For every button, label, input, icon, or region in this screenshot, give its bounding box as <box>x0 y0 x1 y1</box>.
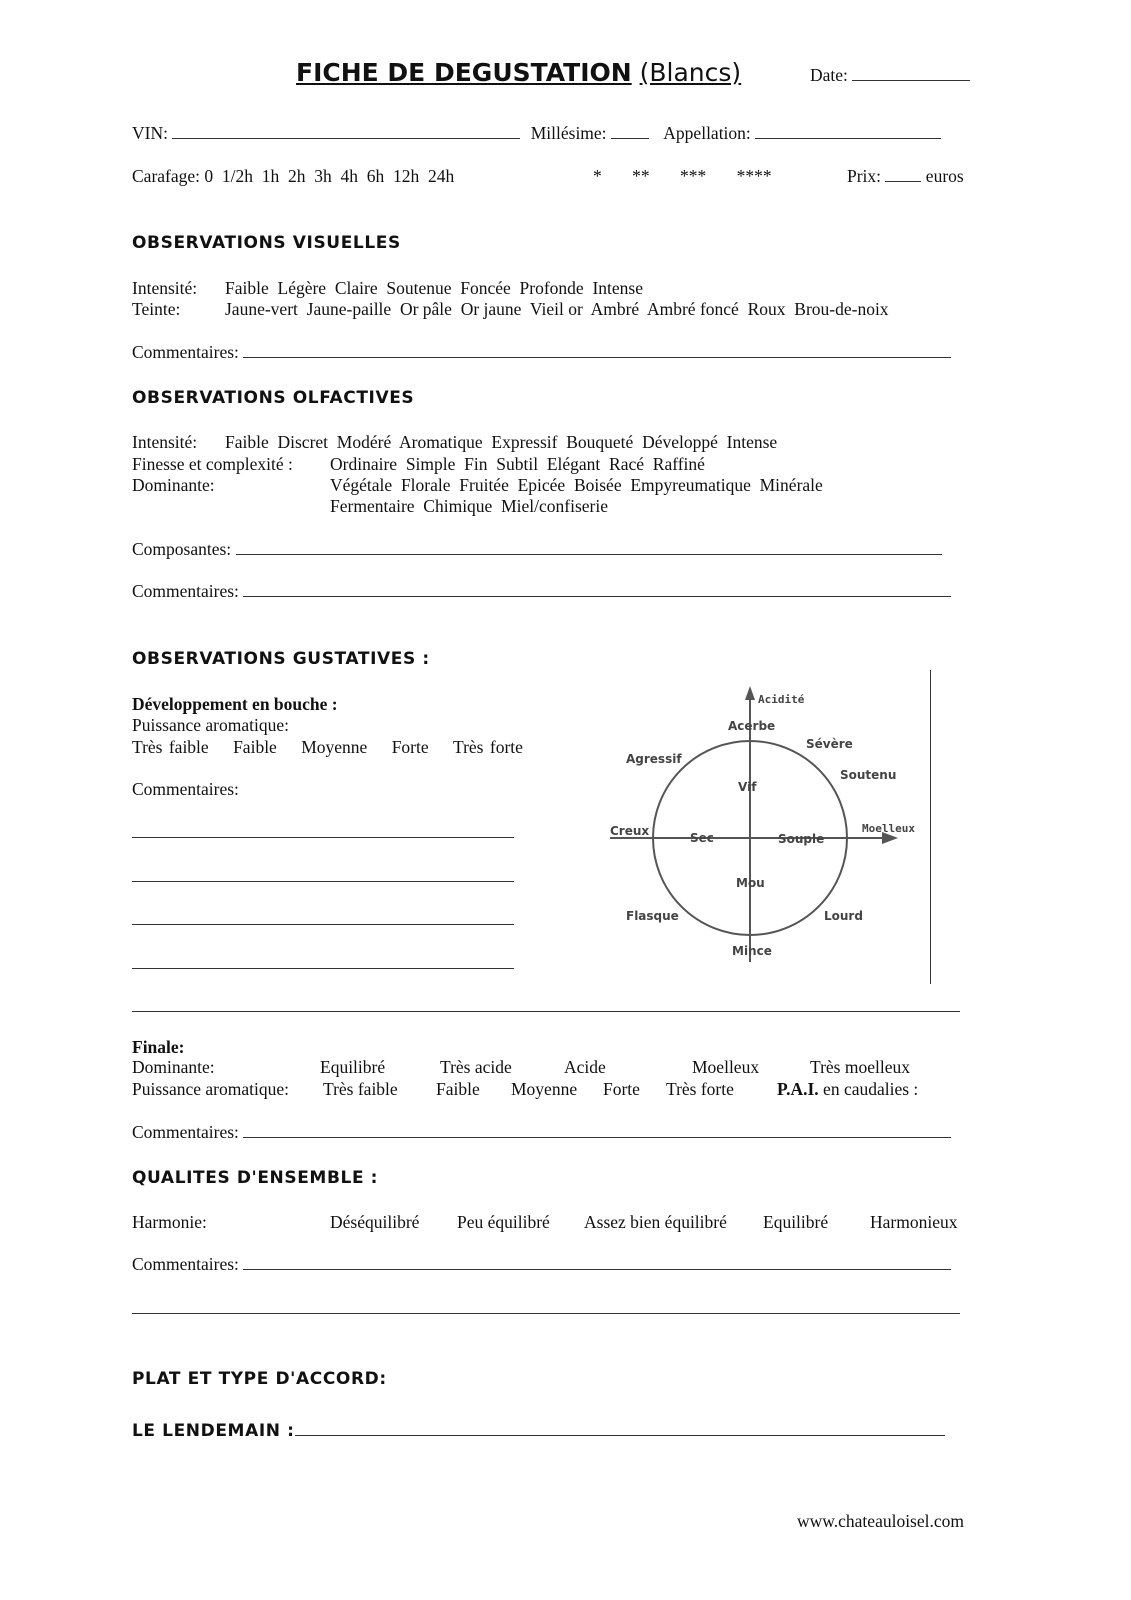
olfactives-intensite-options <box>225 432 777 453</box>
olfactives-dominante-options-1 <box>330 475 823 496</box>
visuelles-intensite-options <box>225 278 643 299</box>
label-mou: Mou <box>736 876 765 890</box>
option[interactable]: Vieil or <box>529 299 583 319</box>
commentaires-label: Commentaires: <box>132 1254 239 1274</box>
taste-diagram <box>580 672 940 982</box>
prix-label: Prix: <box>847 166 882 186</box>
option[interactable]: Bouqueté <box>566 432 634 452</box>
gustatives-commentaires-label: Commentaires: <box>132 779 239 799</box>
option[interactable]: Légère <box>277 278 327 298</box>
millesime-label: Millésime: <box>530 123 607 143</box>
prix-input[interactable] <box>885 167 921 182</box>
vin-input[interactable] <box>172 124 520 139</box>
page-title <box>296 58 741 87</box>
star-option[interactable]: **** <box>736 166 772 186</box>
olfactives-composantes <box>132 539 942 560</box>
commentaires-label: Commentaires: <box>132 1122 239 1142</box>
option[interactable]: Ambré <box>590 299 640 319</box>
visuelles-commentaires <box>132 342 951 363</box>
option[interactable]: Subtil <box>496 454 539 474</box>
comment-line[interactable] <box>132 968 514 969</box>
gustatives-puissance-label: Puissance aromatique: <box>132 715 289 735</box>
finale-puissance-option[interactable]: Faible <box>436 1079 480 1099</box>
label-mince: Mince <box>732 944 772 958</box>
finale-heading: Finale: <box>132 1037 185 1057</box>
section-gustatives-heading: OBSERVATIONS GUSTATIVES : <box>132 649 430 669</box>
comment-line[interactable] <box>132 837 514 838</box>
finale-puissance-label: Puissance aromatique: <box>132 1079 289 1099</box>
option[interactable]: Chimique <box>423 496 493 516</box>
star-rating <box>593 166 772 187</box>
visuelles-teinte-label: Teinte: <box>132 299 181 319</box>
option[interactable]: Forte <box>391 737 429 757</box>
option[interactable]: Soutenue <box>386 278 452 298</box>
label-creux: Creux <box>610 824 650 838</box>
option[interactable]: Minérale <box>759 475 823 495</box>
carafage-option[interactable]: 0 <box>204 166 214 186</box>
carafage-option[interactable]: 2h <box>288 166 306 186</box>
option[interactable]: Moyenne <box>301 737 368 757</box>
option[interactable]: Miel/confiserie <box>501 496 608 516</box>
option[interactable]: Elégant <box>546 454 601 474</box>
label-acidite: Acidité <box>758 693 805 706</box>
olfactives-intensite-label: Intensité: <box>132 432 198 452</box>
commentaires-input[interactable] <box>243 582 951 597</box>
option[interactable]: Roux <box>747 299 786 319</box>
option[interactable]: Florale <box>400 475 451 495</box>
pai-label: P.A.I. <box>777 1079 819 1099</box>
ensemble-harmonie-label: Harmonie: <box>132 1212 207 1232</box>
label-sec: Sec <box>690 831 714 845</box>
commentaires-input[interactable] <box>243 1255 951 1270</box>
option[interactable]: Faible <box>233 737 277 757</box>
label-agressif: Agressif <box>626 752 682 766</box>
option[interactable]: Aromatique <box>399 432 483 452</box>
star-option[interactable]: * <box>593 166 602 186</box>
comment-line[interactable] <box>132 881 514 882</box>
option[interactable]: Jaune-vert <box>225 299 298 319</box>
option[interactable]: Très faible <box>132 737 209 757</box>
option[interactable]: Intense <box>592 278 643 298</box>
appellation-label: Appellation: <box>663 123 751 143</box>
vin-label: VIN: <box>132 123 168 143</box>
date-input[interactable] <box>852 66 970 81</box>
vin-row <box>132 123 941 144</box>
visuelles-intensite-label: Intensité: <box>132 278 198 298</box>
harmonie-option[interactable]: Equilibré <box>763 1212 829 1232</box>
carafage-option[interactable]: 3h <box>314 166 332 186</box>
label-severe: Sévère <box>806 737 853 751</box>
option[interactable]: Or jaune <box>460 299 522 319</box>
appellation-input[interactable] <box>755 124 941 139</box>
harmonie-option[interactable]: Assez bien équilibré <box>584 1212 727 1232</box>
option[interactable]: Expressif <box>491 432 558 452</box>
comment-line[interactable] <box>132 924 514 925</box>
visuelles-teinte-options <box>225 299 889 320</box>
section-ensemble-heading: QUALITES D'ENSEMBLE : <box>132 1168 379 1188</box>
option[interactable]: Discret <box>277 432 329 452</box>
option[interactable]: Fruitée <box>459 475 509 495</box>
date-field <box>810 65 970 86</box>
option[interactable]: Brou-de-noix <box>794 299 889 319</box>
option[interactable]: Très forte <box>453 737 523 757</box>
option[interactable]: Profonde <box>519 278 584 298</box>
finale-puissance-option[interactable]: Moyenne <box>511 1079 578 1099</box>
title-sub: (Blancs) <box>639 58 742 87</box>
composantes-label: Composantes: <box>132 539 232 559</box>
option[interactable]: Fin <box>464 454 488 474</box>
star-option[interactable]: ** <box>632 166 650 186</box>
lendemain-row <box>132 1421 945 1441</box>
option[interactable]: Raffiné <box>652 454 705 474</box>
option[interactable]: Ordinaire <box>330 454 398 474</box>
option[interactable]: Développé <box>642 432 718 452</box>
harmonie-option[interactable]: Peu équilibré <box>457 1212 550 1232</box>
harmonie-option[interactable]: Déséquilibré <box>330 1212 420 1232</box>
olfactives-finesse-options <box>330 454 705 475</box>
comment-line[interactable] <box>132 1313 960 1314</box>
lendemain-heading: LE LENDEMAIN : <box>132 1421 295 1441</box>
carafage-option[interactable]: 1/2h <box>221 166 254 186</box>
carafage-option[interactable]: 1h <box>261 166 280 186</box>
section-olfactives-heading: OBSERVATIONS OLFACTIVES <box>132 388 415 408</box>
finale-dominante-option[interactable]: Acide <box>564 1057 606 1077</box>
carafage-option[interactable]: 24h <box>428 166 455 186</box>
finale-dominante-label: Dominante: <box>132 1057 215 1077</box>
title-main: FICHE DE DEGUSTATION <box>296 58 632 87</box>
finale-dominante-option[interactable]: Très acide <box>440 1057 512 1077</box>
option[interactable]: Végétale <box>330 475 393 495</box>
commentaires-input[interactable] <box>243 343 951 358</box>
option[interactable]: Or pâle <box>399 299 452 319</box>
date-label: Date: <box>810 65 848 85</box>
finale-commentaires <box>132 1122 951 1143</box>
finale-dominante-option[interactable]: Très moelleux <box>810 1057 910 1077</box>
option[interactable]: Epicée <box>517 475 566 495</box>
prix-field <box>847 166 964 187</box>
lendemain-input[interactable] <box>295 1421 945 1436</box>
carafage-label: Carafage: <box>132 166 201 186</box>
option[interactable]: Simple <box>405 454 456 474</box>
option[interactable]: Intense <box>726 432 778 452</box>
option[interactable]: Racé <box>609 454 645 474</box>
finale-puissance-option[interactable]: Forte <box>603 1079 640 1099</box>
label-souple: Souple <box>778 832 825 846</box>
gustatives-developpement-label: Développement en bouche : <box>132 694 338 714</box>
carafage-option[interactable]: 4h <box>340 166 359 186</box>
pai-suffix: en caudalies : <box>823 1079 919 1099</box>
commentaires-label: Commentaires: <box>132 581 239 601</box>
option[interactable]: Empyreumatique <box>630 475 751 495</box>
ensemble-commentaires <box>132 1254 951 1275</box>
finale-dominante-option[interactable]: Moelleux <box>692 1057 760 1077</box>
olfactives-finesse-label: Finesse et complexité : <box>132 454 293 474</box>
plat-heading: PLAT ET TYPE D'ACCORD: <box>132 1369 387 1389</box>
option[interactable]: Modéré <box>336 432 392 452</box>
finale-puissance-option[interactable]: Très forte <box>666 1079 734 1099</box>
commentaires-input[interactable] <box>243 1123 951 1138</box>
finale-pai[interactable] <box>777 1079 918 1100</box>
option[interactable]: Claire <box>334 278 378 298</box>
commentaires-label: Commentaires: <box>132 342 239 362</box>
label-lourd: Lourd <box>824 909 863 923</box>
olfactives-dominante-options-2 <box>330 496 608 517</box>
option[interactable]: Foncée <box>460 278 511 298</box>
harmonie-option[interactable]: Harmonieux <box>870 1212 958 1232</box>
option[interactable]: Jaune-paille <box>306 299 392 319</box>
gustatives-puissance-options <box>132 737 523 758</box>
olfactives-commentaires <box>132 581 951 602</box>
label-vif: Vif <box>738 780 757 794</box>
composantes-input[interactable] <box>236 540 942 555</box>
label-acerbe: Acerbe <box>728 719 776 733</box>
finale-puissance-option[interactable]: Très faible <box>323 1079 398 1099</box>
carafage-row <box>132 166 454 187</box>
carafage-option[interactable]: 12h <box>393 166 420 186</box>
millesime-input[interactable] <box>611 124 649 139</box>
option[interactable]: Boisée <box>573 475 622 495</box>
footer-url[interactable]: www.chateauloisel.com <box>797 1511 965 1531</box>
option[interactable]: Faible <box>225 278 269 298</box>
label-flasque: Flasque <box>626 909 679 923</box>
section-visuelles-heading: OBSERVATIONS VISUELLES <box>132 233 401 253</box>
option[interactable]: Ambré foncé <box>646 299 739 319</box>
star-option[interactable]: *** <box>680 166 707 186</box>
label-moelleux: Moelleux <box>862 822 915 835</box>
label-soutenu: Soutenu <box>840 768 897 782</box>
olfactives-dominante-label: Dominante: <box>132 475 215 495</box>
finale-dominante-option[interactable]: Equilibré <box>320 1057 386 1077</box>
option[interactable]: Fermentaire <box>330 496 415 516</box>
section-divider <box>132 1011 960 1012</box>
option[interactable]: Faible <box>225 432 269 452</box>
acidite-arrow-icon <box>745 686 755 700</box>
prix-unit: euros <box>925 166 964 186</box>
vertical-divider <box>930 670 931 984</box>
carafage-option[interactable]: 6h <box>366 166 385 186</box>
